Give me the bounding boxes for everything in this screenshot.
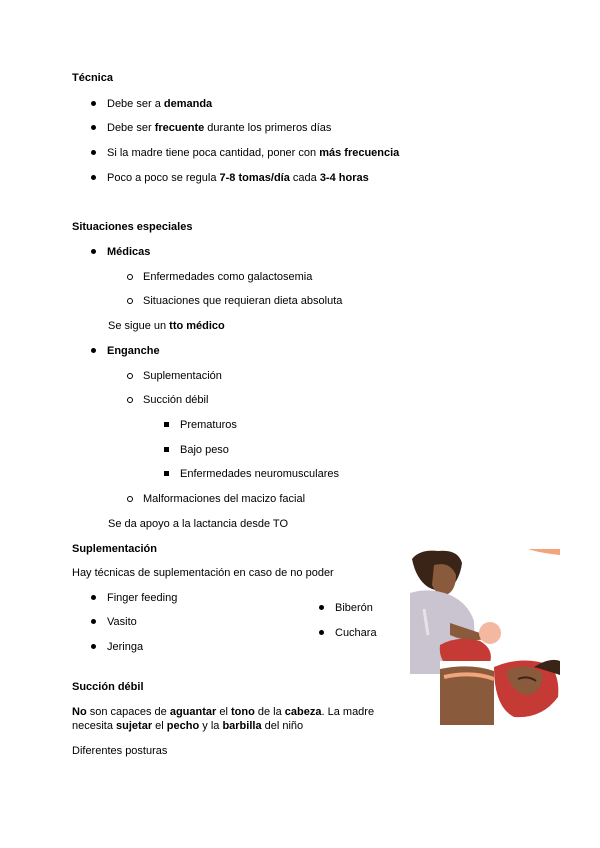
mother-holding-baby-illustration — [410, 549, 560, 725]
document-page: Técnica Debe ser a demanda Debe ser frecuente durante los primeros días Si la madre tiene poca cantidad, poner con más frecuencia Poco a poco se regula 7-8 tomas/día cada 3-4 horas Situaciones especiales Médicas Enfermedades como galactosemia Situaciones que requieran dieta absoluta Se sigue un tto médico Enganche Suplementación Succión débil Prematuros Bajo peso Enfermedades neuromusculares Malformaciones del macizo facial Se da apoyo a la lactancia desde TO Suplementación Hay técnicas de suplementación en caso de no poder Finger feeding Vasito Jeringa Biberón Cuchara Succión débil No son capaces de aguantar el tono de la cabeza. La madre necesita sujetar el pecho y la barbilla del niño Diferentes posturas — [0, 0, 600, 848]
circle-bullet-icon — [127, 496, 133, 502]
square-bullet-icon — [164, 422, 169, 427]
circle-bullet-icon — [127, 373, 133, 379]
footer-text: Diferentes posturas — [72, 745, 168, 757]
circle-bullet-icon — [127, 274, 133, 280]
paragraph-line-1: No son capaces de aguantar el tono de la cabeza. La madre — [72, 706, 375, 718]
bullet-icon — [319, 605, 324, 610]
bullet-icon — [91, 595, 96, 600]
note-enganche: Se da apoyo a la lactancia desde TO — [108, 518, 288, 530]
section-heading-tecnica: Técnica — [72, 72, 113, 84]
square-bullet-icon — [164, 471, 169, 476]
circle-bullet-icon — [127, 397, 133, 403]
bullet-icon — [91, 249, 96, 254]
circle-bullet-icon — [127, 298, 133, 304]
suplementacion-intro: Hay técnicas de suplementación en caso de no poder — [72, 567, 334, 579]
bullet-icon — [91, 150, 96, 155]
section-heading-situaciones: Situaciones especiales — [72, 221, 193, 233]
bullet-icon — [91, 619, 96, 624]
bullet-icon — [319, 630, 324, 635]
bullet-icon — [91, 125, 96, 130]
bullet-icon — [91, 644, 96, 649]
section-heading-succion: Succión débil — [72, 681, 144, 693]
bullet-icon — [91, 175, 96, 180]
paragraph-line-2: necesita sujetar el pecho y la barbilla del niño — [72, 720, 304, 732]
bullet-icon — [91, 101, 96, 106]
note-medicas: Se sigue un tto médico — [108, 320, 225, 332]
section-heading-suplementacion: Suplementación — [72, 543, 157, 555]
square-bullet-icon — [164, 447, 169, 452]
bullet-icon — [91, 348, 96, 353]
